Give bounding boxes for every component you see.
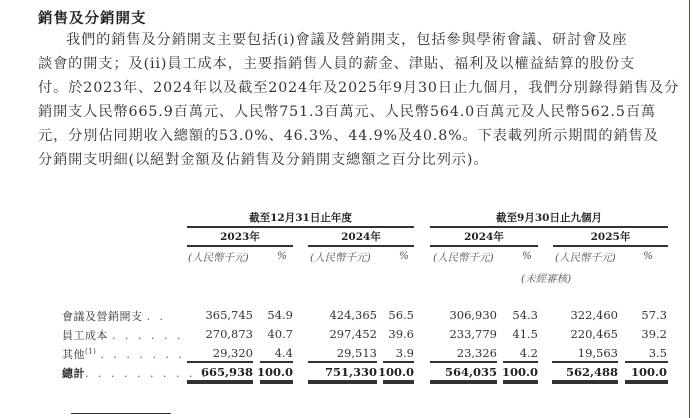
cell: 365,745 [205,308,253,322]
cell-total: 751,330 [324,365,377,379]
group-rule [187,226,414,228]
cell: 3.5 [648,346,667,360]
unit-label: (人民幣千元) [433,252,494,264]
subtotal-rule [187,361,253,363]
total-double-rule [260,380,293,384]
cell: 4.4 [274,346,293,360]
body-paragraph [38,28,680,172]
year-rule [553,245,668,247]
group-header-fy: 截至12月31日止年度 [249,212,352,224]
paragraph-line: 我們的銷售及分銷開支主要包括(i)會議及營銷開支，包括參與學術會議、研討會及座 [66,32,628,48]
cell: 39.6 [388,327,414,341]
cell: 270,873 [205,327,253,341]
paragraph-line: 銷開支人民幣665.9百萬元、人民幣751.3百萬元、人民幣564.0百萬元及人民幣562.5百萬 [38,104,657,120]
cell: 233,779 [449,327,497,341]
cell: 41.5 [512,327,538,341]
page-edge-border [689,0,693,418]
unit-label: (人民幣千元) [188,252,249,264]
total-double-rule [308,380,377,384]
unit-label: (人民幣千元) [555,252,616,264]
year-rule [187,245,293,247]
row-label-total: 總計. . . . . . . . . . [62,367,209,380]
year-header-2024: 2024年 [341,231,381,243]
cell-total: 100.0 [256,365,293,379]
cell: 57.3 [641,308,667,322]
subtotal-rule [625,361,668,363]
cell: 424,365 [329,308,377,322]
cell: 4.2 [519,346,538,360]
footnote-separator [71,413,171,414]
paragraph-line: 元，分別佔同期收入總額的53.0%、46.3%、44.9%及40.8%。下表載列所示期間的銷售及 [38,128,659,144]
cell: 220,465 [570,327,618,341]
cell: 54.9 [267,308,293,322]
percent-label: % [277,250,287,262]
year-header-2025-9m: 2025年 [590,231,631,243]
row-label-staff: 員工成本 . . . . . . [62,329,184,342]
cell: 297,452 [329,327,377,341]
cell: 322,460 [570,308,618,322]
subtotal-rule [383,361,414,363]
footnote-ref: (1) [85,347,97,356]
paragraph-line: 分銷開支明細(以絕對金額及佔銷售及分銷開支總額之百分比列示)。 [38,152,489,168]
cell: 56.5 [388,308,414,322]
cell-total: 564,035 [444,365,497,379]
cell: 3.9 [395,346,414,360]
percent-label: % [399,250,409,262]
cell: 29,320 [212,346,253,360]
row-label-others: 其他$^{(1)}$ . . . . . . . [62,347,185,361]
paragraph-line: 談會的開支；及(ii)員工成本，主要指銷售人員的薪金、津貼、福利及以權益結算的股份支 [38,56,636,72]
cell: 40.7 [267,327,293,341]
subtotal-rule [308,361,377,363]
percent-label: % [522,250,532,262]
cell: 306,930 [449,308,497,322]
total-double-rule [503,380,538,384]
total-double-rule [383,380,414,384]
subtotal-rule [503,361,538,363]
total-double-rule [187,380,253,384]
subtotal-rule [552,361,618,363]
total-double-rule [625,380,668,384]
group-header-9m: 截至9月30日止九個月 [496,212,602,224]
cell: 54.3 [512,308,538,322]
cell: 39.2 [641,327,667,341]
cell: 19,563 [577,346,618,360]
year-rule [430,245,538,247]
cell: 23,326 [456,346,497,360]
section-title: 銷售及分銷開支 [38,10,147,27]
year-header-2024-9m: 2024年 [464,231,504,243]
row-label-conference: 會議及營銷開支 . . [62,310,166,323]
unit-label: (人民幣千元) [310,252,371,264]
cell-total: 562,488 [565,365,618,379]
percent-label: % [643,250,653,262]
subtotal-rule [260,361,293,363]
group-rule [430,226,668,228]
total-double-rule [430,380,497,384]
year-header-2023: 2023年 [220,231,260,243]
unaudited-label: (未經審核) [521,273,572,285]
cell: 29,513 [336,346,377,360]
cell-total: 100.0 [501,365,538,379]
subtotal-rule [430,361,497,363]
paragraph-line: 付。於2023年、2024年以及截至2024年及2025年9月30日止九個月，我們分別錄得銷售及分 [38,80,680,96]
cell-total: 100.0 [377,365,414,379]
cell-total: 100.0 [630,365,667,379]
total-double-rule [552,380,618,384]
cell-total: 665,938 [200,365,253,379]
year-rule [308,245,414,247]
